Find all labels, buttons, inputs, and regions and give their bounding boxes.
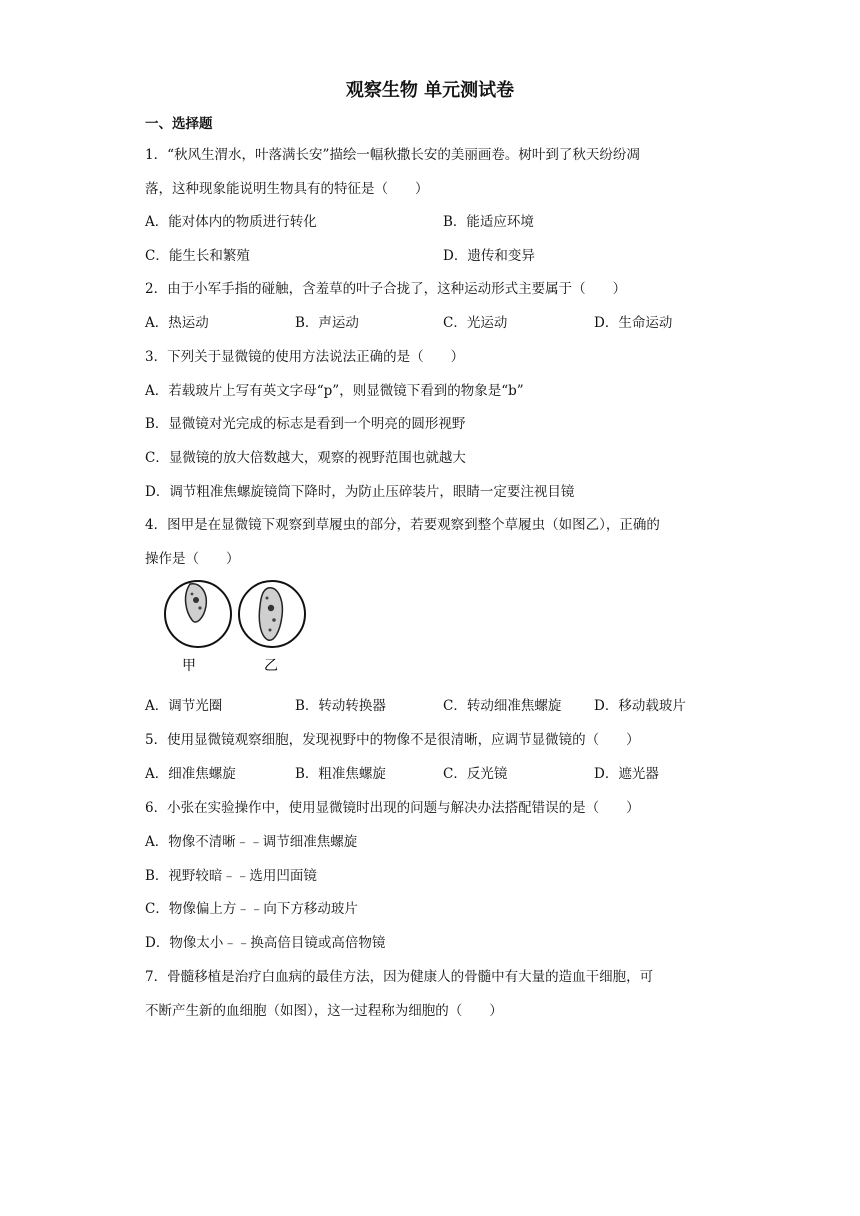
figure-label-jia: 甲 [182,658,196,674]
question-1-text-cont: 落，这种现象能说明生物具有的特征是（ ） [145,181,429,197]
question-2-option-a: A．热运动 [145,315,209,331]
question-2-option-c: C．光运动 [443,315,508,331]
question-4-text-cont: 操作是（ ） [145,551,240,567]
question-7-text-cont: 不断产生新的血细胞（如图），这一过程称为细胞的（ ） [145,1003,503,1019]
question-5-option-c: C．反光镜 [443,766,508,782]
paramecium-whole-icon [259,588,282,640]
question-5-option-a: A．细准焦螺旋 [145,766,236,782]
question-3-option-d: D．调节粗准焦螺旋镜筒下降时，为防止压碎装片，眼睛一定要注视目镜 [145,484,575,500]
question-5-option-b: B．粗准焦螺旋 [295,766,386,782]
question-6-option-c: C．物像偏上方﹣﹣向下方移动玻片 [145,901,358,917]
question-4-text: 4．图甲是在显微镜下观察到草履虫的部分，若要观察到整个草履虫（如图乙），正确的 [145,517,660,533]
question-3-option-c: C．显微镜的放大倍数越大，观察的视野范围也就越大 [145,450,466,466]
question-4-option-d: D．移动载玻片 [594,698,686,714]
question-2-option-d: D．生命运动 [594,315,673,331]
question-6-text: 6．小张在实验操作中，使用显微镜时出现的问题与解决办法搭配错误的是（ ） [145,800,640,816]
question-6-option-a: A．物像不清晰﹣﹣调节细准焦螺旋 [145,834,358,850]
question-1-option-b: B．能适应环境 [443,214,534,230]
question-3-option-a: A．若载玻片上写有英文字母“p”，则显微镜下看到的物象是“b” [145,383,524,399]
paramecium-figure [160,578,320,676]
question-3-text: 3．下列关于显微镜的使用方法说法正确的是（ ） [145,349,465,365]
page-title: 观察生物 单元测试卷 [345,80,515,101]
question-1-text: 1．“秋风生渭水，叶落满长安”描绘一幅秋撒长安的美丽画卷。树叶到了秋天纷纷凋 [145,147,640,163]
question-2-text: 2．由于小军手指的碰触，含羞草的叶子合拢了，这种运动形式主要属于（ ） [145,281,627,297]
question-7-text: 7．骨髓移植是治疗白血病的最佳方法，因为健康人的骨髓中有大量的造血干细胞，可 [145,969,654,985]
question-1-option-a: A．能对体内的物质进行转化 [145,214,317,230]
question-1-option-c: C．能生长和繁殖 [145,248,250,264]
figure-label-yi: 乙 [264,658,278,674]
question-4-option-b: B．转动转换器 [295,698,386,714]
question-2-option-b: B．声运动 [295,315,359,331]
question-4-option-a: A．调节光圈 [145,698,223,714]
question-5-text: 5．使用显微镜观察细胞，发现视野中的物像不是很清晰，应调节显微镜的（ ） [145,732,640,748]
question-5-option-d: D．遮光器 [594,766,659,782]
section-heading: 一、选择题 [145,116,213,132]
question-1-option-d: D．遗传和变异 [443,248,535,264]
question-6-option-d: D．物像太小﹣﹣换高倍目镜或高倍物镜 [145,935,386,951]
question-6-option-b: B．视野较暗﹣﹣选用凹面镜 [145,868,317,884]
question-3-option-b: B．显微镜对光完成的标志是看到一个明亮的圆形视野 [145,416,466,432]
question-4-option-c: C．转动细准焦螺旋 [443,698,562,714]
